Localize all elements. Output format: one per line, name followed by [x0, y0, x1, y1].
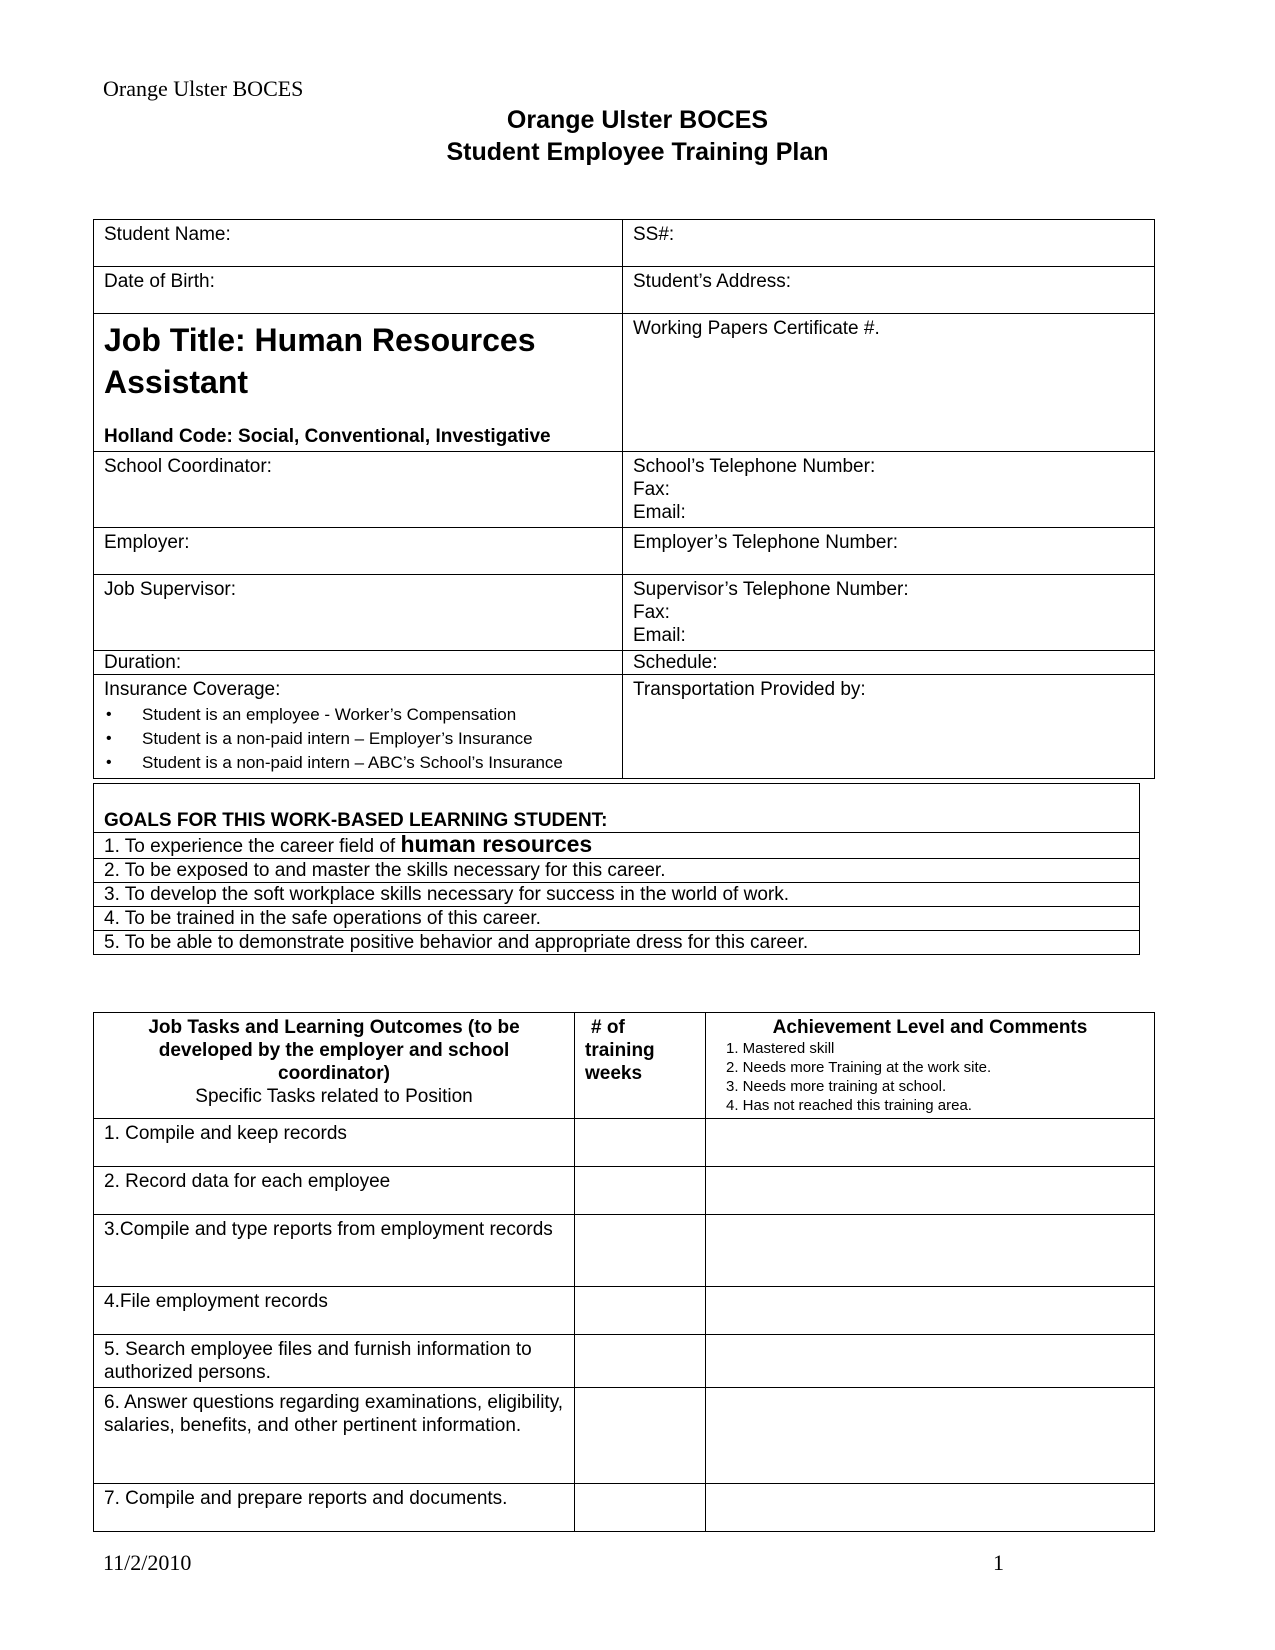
achievement-level: 1. Mastered skill — [726, 1040, 835, 1057]
school-email-label: Email: — [633, 502, 686, 523]
working-papers-field[interactable]: Working Papers Certificate #. — [623, 314, 1155, 452]
comments-cell[interactable] — [706, 1388, 1155, 1484]
goals-heading: GOALS FOR THIS WORK-BASED LEARNING STUDENT: — [94, 784, 1140, 833]
task-cell: 7. Compile and prepare reports and documents. — [94, 1484, 575, 1532]
page-number: 1 — [993, 1550, 1004, 1575]
footer-date: 11/2/2010 — [103, 1550, 192, 1575]
transportation-field[interactable]: Transportation Provided by: — [623, 675, 1155, 779]
achievement-level: 3. Needs more training at school. — [726, 1078, 947, 1095]
task-cell: 4.File employment records — [94, 1287, 575, 1335]
insurance-label: Insurance Coverage: — [104, 679, 281, 700]
goal-item: 2. To be exposed to and master the skills necessary for this career. — [94, 859, 1140, 883]
goal-1-emphasis: human resources — [400, 831, 593, 857]
job-title-line1: Job Title: Human Resources — [104, 322, 536, 358]
achievement-level: 4. Has not reached this training area. — [726, 1097, 972, 1114]
goal-item: 5. To be able to demonstrate positive behavior and appropriate dress for this career. — [94, 931, 1140, 955]
tasks-header-sub: Specific Tasks related to Position — [195, 1086, 473, 1107]
school-coordinator-field[interactable]: School Coordinator: — [94, 452, 623, 528]
weeks-cell[interactable] — [575, 1167, 706, 1215]
supervisor-fax-label: Fax: — [633, 602, 670, 623]
goal-item — [94, 833, 1140, 859]
school-phone-label: School’s Telephone Number: — [633, 456, 876, 477]
school-fax-label: Fax: — [633, 479, 670, 500]
address-field[interactable]: Student’s Address: — [623, 267, 1155, 314]
comments-cell[interactable] — [706, 1335, 1155, 1388]
table-row — [94, 1167, 1155, 1215]
weeks-cell[interactable] — [575, 1484, 706, 1532]
insurance-option[interactable]: • Student is a non-paid intern – ABC’s School’s Insurance — [104, 751, 612, 775]
task-cell: 1. Compile and keep records — [94, 1119, 575, 1167]
schedule-field[interactable]: Schedule: — [623, 651, 1155, 675]
table-row — [94, 1484, 1155, 1532]
comments-cell[interactable] — [706, 1167, 1155, 1215]
duration-field[interactable]: Duration: — [94, 651, 623, 675]
comments-cell[interactable] — [706, 1484, 1155, 1532]
task-cell: 5. Search employee files and furnish information to authorized persons. — [94, 1335, 575, 1388]
task-cell: 3.Compile and type reports from employment records — [94, 1215, 575, 1287]
table-row — [94, 1388, 1155, 1484]
job-title-cell — [94, 314, 623, 452]
table-row — [94, 1287, 1155, 1335]
weeks-cell[interactable] — [575, 1215, 706, 1287]
goal-item: 3. To develop the soft workplace skills necessary for success in the world of work. — [94, 883, 1140, 907]
achievement-header: Achievement Level and Comments — [772, 1017, 1088, 1038]
table-row — [94, 1215, 1155, 1287]
goals-table — [93, 783, 1140, 955]
table-row — [94, 1335, 1155, 1388]
table-row — [94, 1119, 1155, 1167]
comments-cell[interactable] — [706, 1287, 1155, 1335]
weeks-header-line: # of — [591, 1017, 625, 1038]
header-org: Orange Ulster BOCES — [103, 76, 304, 101]
student-name-field[interactable]: Student Name: — [94, 220, 623, 267]
comments-cell[interactable] — [706, 1119, 1155, 1167]
weeks-cell[interactable] — [575, 1388, 706, 1484]
supervisor-email-label: Email: — [633, 625, 686, 646]
comments-cell[interactable] — [706, 1215, 1155, 1287]
doc-title: Orange Ulster BOCES — [506, 106, 769, 134]
tasks-table — [93, 1012, 1155, 1532]
student-info-table — [93, 219, 1155, 779]
supervisor-phone-label: Supervisor’s Telephone Number: — [633, 579, 909, 600]
achievement-level: 2. Needs more Training at the work site. — [726, 1059, 992, 1076]
job-title-line2: Assistant — [104, 364, 249, 400]
goal-item: 4. To be trained in the safe operations of this career. — [94, 907, 1140, 931]
insurance-option[interactable]: • Student is an employee - Worker’s Compensation — [104, 703, 612, 727]
tasks-header-line: developed by the employer and school — [158, 1040, 510, 1061]
weeks-cell[interactable] — [575, 1119, 706, 1167]
tasks-header-col2 — [575, 1013, 706, 1119]
task-cell: 2. Record data for each employee — [94, 1167, 575, 1215]
tasks-header-col3 — [706, 1013, 1155, 1119]
employer-phone-field[interactable]: Employer’s Telephone Number: — [623, 528, 1155, 575]
tasks-header-line: Job Tasks and Learning Outcomes (to be — [148, 1017, 520, 1038]
job-supervisor-field[interactable]: Job Supervisor: — [94, 575, 623, 651]
tasks-header-line: coordinator) — [278, 1063, 390, 1084]
employer-field[interactable]: Employer: — [94, 528, 623, 575]
doc-subtitle: Student Employee Training Plan — [446, 138, 829, 166]
goal-1-text: 1. To experience the career field of — [104, 836, 401, 857]
weeks-header-line: training — [585, 1040, 655, 1061]
school-contact-cell[interactable] — [623, 452, 1155, 528]
insurance-option[interactable]: • Student is a non-paid intern – Employer’s Insurance — [104, 727, 612, 751]
weeks-cell[interactable] — [575, 1335, 706, 1388]
ss-field[interactable]: SS#: — [623, 220, 1155, 267]
task-cell: 6. Answer questions regarding examinations, eligibility, salaries, benefits, and other pertinent information. — [94, 1388, 575, 1484]
dob-field[interactable]: Date of Birth: — [94, 267, 623, 314]
supervisor-contact-cell[interactable] — [623, 575, 1155, 651]
weeks-cell[interactable] — [575, 1287, 706, 1335]
weeks-header-line: weeks — [585, 1063, 643, 1084]
tasks-header-col1 — [94, 1013, 575, 1119]
holland-code: Holland Code: Social, Conventional, Investigative — [104, 426, 551, 447]
insurance-list — [104, 703, 612, 775]
achievement-levels — [716, 1039, 1144, 1115]
insurance-cell — [94, 675, 623, 779]
